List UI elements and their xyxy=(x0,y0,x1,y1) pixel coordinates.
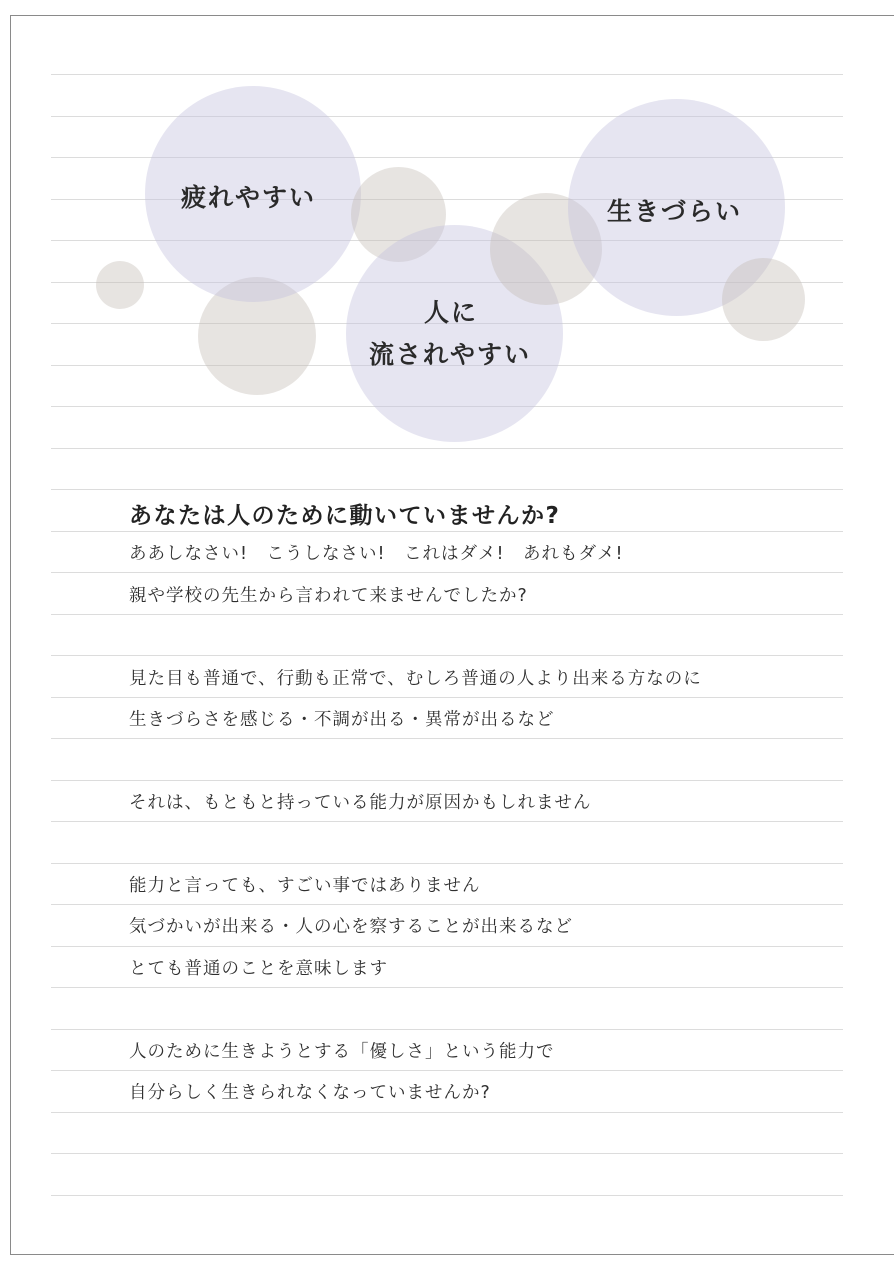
body-line: 自分らしく生きられなくなっていませんか? xyxy=(129,1083,491,1103)
body-line: 見た目も普通で、行動も正常で、むしろ普通の人より出来る方なのに xyxy=(129,669,702,689)
ruled-line xyxy=(51,738,843,739)
ruled-line xyxy=(51,489,843,490)
small-beige-bubble xyxy=(96,261,144,309)
ruled-line xyxy=(51,1153,843,1154)
ruled-line xyxy=(51,946,843,947)
ruled-line xyxy=(51,1029,843,1030)
ruled-line xyxy=(51,697,843,698)
ruled-line xyxy=(51,780,843,781)
ruled-line xyxy=(51,614,843,615)
ruled-line xyxy=(51,74,843,75)
ruled-line xyxy=(51,1070,843,1071)
bubble-label-tired: 疲れやすい xyxy=(181,183,317,212)
ruled-line xyxy=(51,655,843,656)
ruled-line xyxy=(51,448,843,449)
body-line: とても普通のことを意味します xyxy=(129,959,388,979)
bubble-label-hard-to-live: 生きづらい xyxy=(607,197,743,226)
ruled-line xyxy=(51,821,843,822)
ruled-line xyxy=(51,987,843,988)
body-line: 生きづらさを感じる・不調が出る・異常が出るなど xyxy=(129,710,555,730)
ruled-line xyxy=(51,531,843,532)
ruled-line xyxy=(51,1195,843,1196)
article-heading: あなたは人のために動いていませんか? xyxy=(129,503,561,529)
ruled-line xyxy=(51,904,843,905)
body-line: 気づかいが出来る・人の心を察することが出来るなど xyxy=(129,917,573,937)
ruled-line xyxy=(51,1112,843,1113)
body-line: それは、もともと持っている能力が原因かもしれません xyxy=(129,793,592,813)
ruled-line xyxy=(51,863,843,864)
ruled-line xyxy=(51,572,843,573)
bubble-label-swayed-line1: 人に xyxy=(424,298,479,327)
beige-bubble xyxy=(722,258,805,341)
body-line: 能力と言っても、すごい事ではありません xyxy=(129,876,481,896)
bubble-label-swayed-line2: 流されやすい xyxy=(369,340,532,369)
body-line: ああしなさい! こうしなさい! これはダメ! あれもダメ! xyxy=(129,544,624,564)
body-line: 親や学校の先生から言われて来ませんでしたか? xyxy=(129,586,528,606)
body-line: 人のために生きようとする「優しさ」という能力で xyxy=(129,1042,555,1062)
